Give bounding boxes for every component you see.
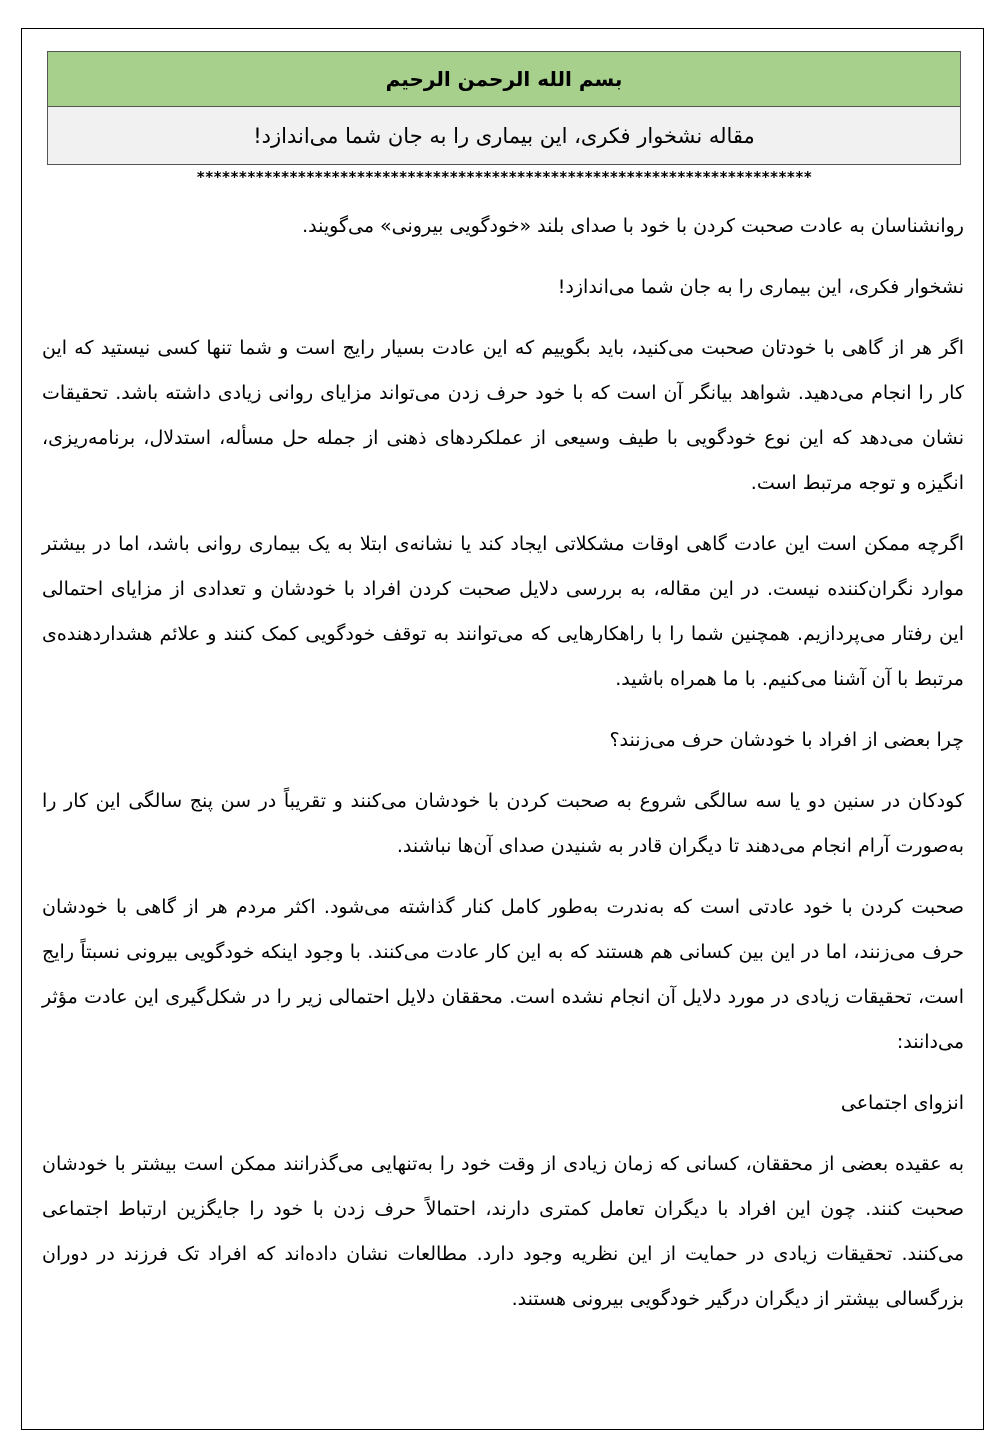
article-body	[42, 204, 964, 1338]
bismillah-heading: بسم الله الرحمن الرحیم	[48, 52, 960, 107]
paragraph-habit: صحبت کردن با خود عادتی است که به‌ندرت به‌طور کامل کنار گذاشته می‌شود. اکثر مردم هر از گاهی با خودشان حرف می‌زنند، اما در این بین کسانی هم هستند که به این کار عادت می‌کنند. با وجود اینکه خودگویی بیرونی نسبتاً رایج است، تحقیقات زیادی در مورد دلایل آن انجام نشده است. محققان دلایل احتمالی زیر را در شکل‌گیری این عادت مؤثر می‌دانند:	[42, 896, 964, 1053]
intro-paragraph: روانشناسان به عادت صحبت کردن با خود با صدای بلند «خودگویی بیرونی» می‌گویند.	[302, 215, 964, 237]
section-heading-isolation: انزوای اجتماعی	[840, 1092, 964, 1114]
subtitle-line: نشخوار فکری، این بیماری را به جان شما می‌اندازد!	[557, 276, 964, 298]
paragraph-children: کودکان در سنین دو یا سه سالگی شروع به صحبت کردن با خودشان می‌کنند و تقریباً در سن پنج سالگی این کار را به‌صورت آرام انجام می‌دهند تا دیگران قادر به شنیدن صدای آن‌ها نباشند.	[42, 790, 964, 857]
star-divider: *************************************************************************	[196, 168, 812, 186]
paragraph-talking-to-yourself: اگر هر از گاهی با خودتان صحبت می‌کنید، باید بگوییم که این عادت بسیار رایج است و شما تنها کسی نیستید که این کار را انجام می‌دهید. شواهد بیانگر آن است که با خود حرف زدن می‌تواند مزایای روانی زیادی داشته باشد. تحقیقات نشان می‌دهد که این نوع خودگویی با طیف وسیعی از عملکردهای ذهنی از جمله حل مسأله، استدلال، برنامه‌ریزی، انگیزه و توجه مرتبط است.	[42, 337, 964, 494]
section-heading-why: چرا بعضی از افراد با خودشان حرف می‌زنند؟	[609, 729, 964, 751]
paragraph-concerns: اگرچه ممکن است این عادت گاهی اوقات مشکلاتی ایجاد کند یا نشانه‌ی ابتلا به یک بیماری روانی باشد، اما در بیشتر موارد نگران‌کننده نیست. در این مقاله، به بررسی دلایل صحبت کردن افراد با خودشان و تعدادی از مزایای احتمالی این رفتار می‌پردازیم. همچنین شما را با راهکارهایی که می‌توانند به توقف خودگویی کمک کنند و علائم هشداردهنده‌ی مرتبط با آن آشنا می‌کنیم. با ما همراه باشید.	[42, 533, 964, 690]
header-table	[47, 51, 961, 165]
paragraph-isolation: به عقیده بعضی از محققان، کسانی که زمان زیادی از وقت خود را به‌تنهایی می‌گذرانند ممکن است بیشتر با خودشان صحبت کنند. چون این افراد با دیگران تعامل کمتری دارند، احتمالاً حرف زدن با خود را جایگزین ارتباط اجتماعی می‌کنند. تحقیقات زیادی در حمایت از این نظریه وجود دارد. مطالعات نشان داده‌اند که افراد تک فرزند در دوران بزرگسالی بیشتر از دیگران درگیر خودگویی بیرونی هستند.	[42, 1153, 964, 1310]
article-title: مقاله نشخوار فکری، این بیماری را به جان شما می‌اندازد!	[48, 107, 960, 164]
